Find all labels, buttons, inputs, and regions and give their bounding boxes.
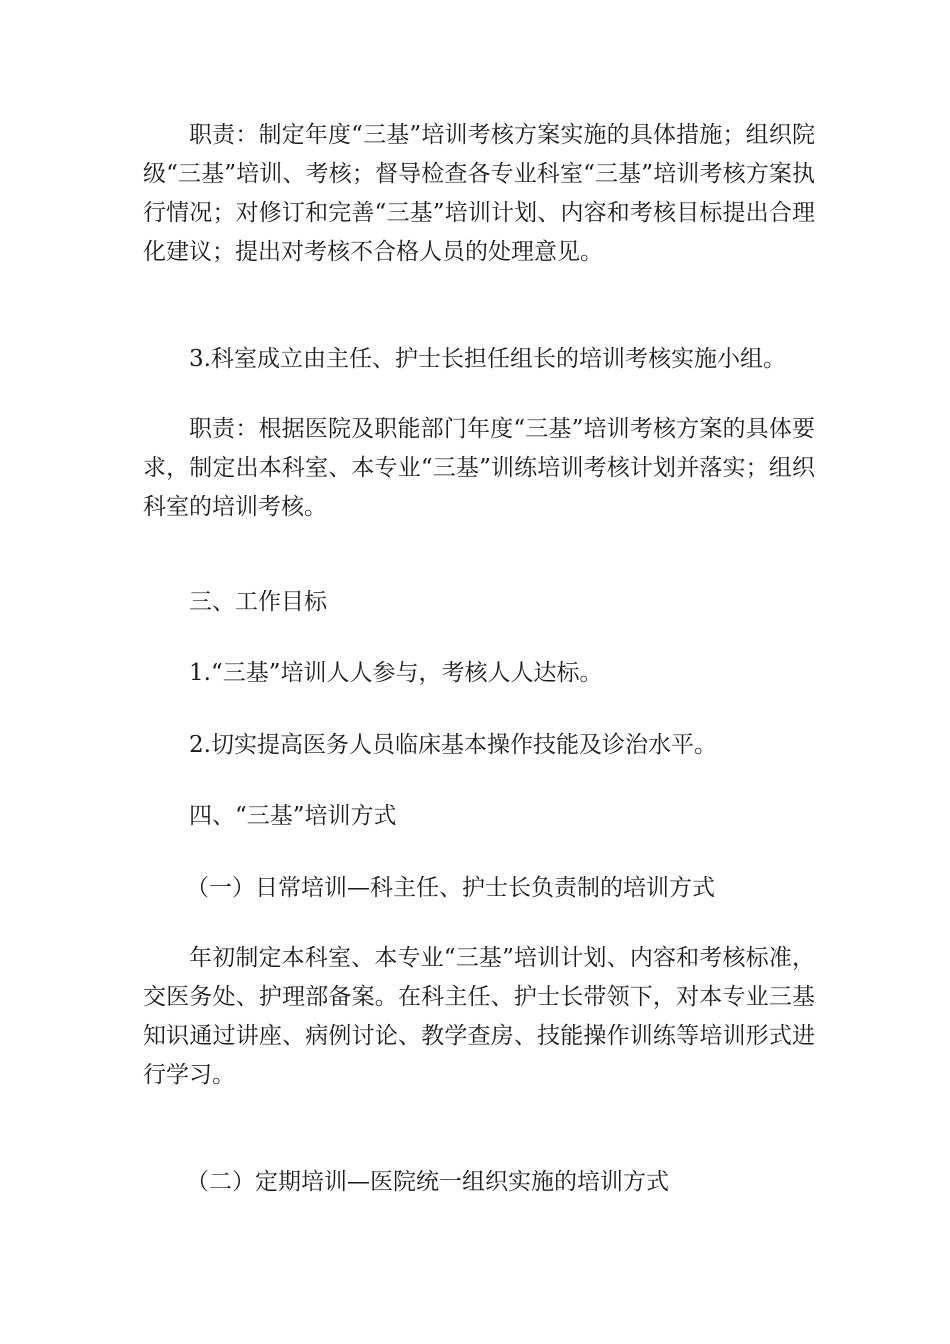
section-heading-training-methods: 四、“三基”培训方式 xyxy=(189,803,397,829)
goal-item-1: 1.“三基”培训人人参与，考核人人达标。 xyxy=(189,660,603,686)
section-heading-work-goals: 三、工作目标 xyxy=(189,589,327,615)
subheading-regular-training: （二）定期培训—医院统一组织实施的培训方式 xyxy=(186,1169,669,1195)
subheading-daily-training: （一）日常培训—科主任、护士长负责制的培训方式 xyxy=(186,875,715,901)
duties-paragraph-department: 职责：根据医院及职能部门年度“三基”培训考核方案的具体要求，制定出本科室、本专业“三基”训练培训考核计划并落实；组织科室的培训考核。 xyxy=(143,416,815,520)
item-3-department-team: 3.科室成立由主任、护士长担任组长的培训考核实施小组。 xyxy=(189,346,786,372)
daily-training-paragraph: 年初制定本科室、本专业“三基”培训计划、内容和考核标准，交医务处、护理部备案。在科主任、护士长带领下，对本专业三基知识通过讲座、病例讨论、教学查房、技能操作训练等培训形式进行学习。 xyxy=(143,945,815,1088)
duties-paragraph-hospital: 职责：制定年度“三基”培训考核方案实施的具体措施；组织院级“三基”培训、考核；督导检查各专业科室“三基”培训考核方案执行情况；对修订和完善“三基”培训计划、内容和考核目标提出合理化建议；提出对考核不合格人员的处理意见。 xyxy=(143,122,815,265)
goal-item-2: 2.切实提高医务人员临床基本操作技能及诊治水平。 xyxy=(189,732,717,758)
